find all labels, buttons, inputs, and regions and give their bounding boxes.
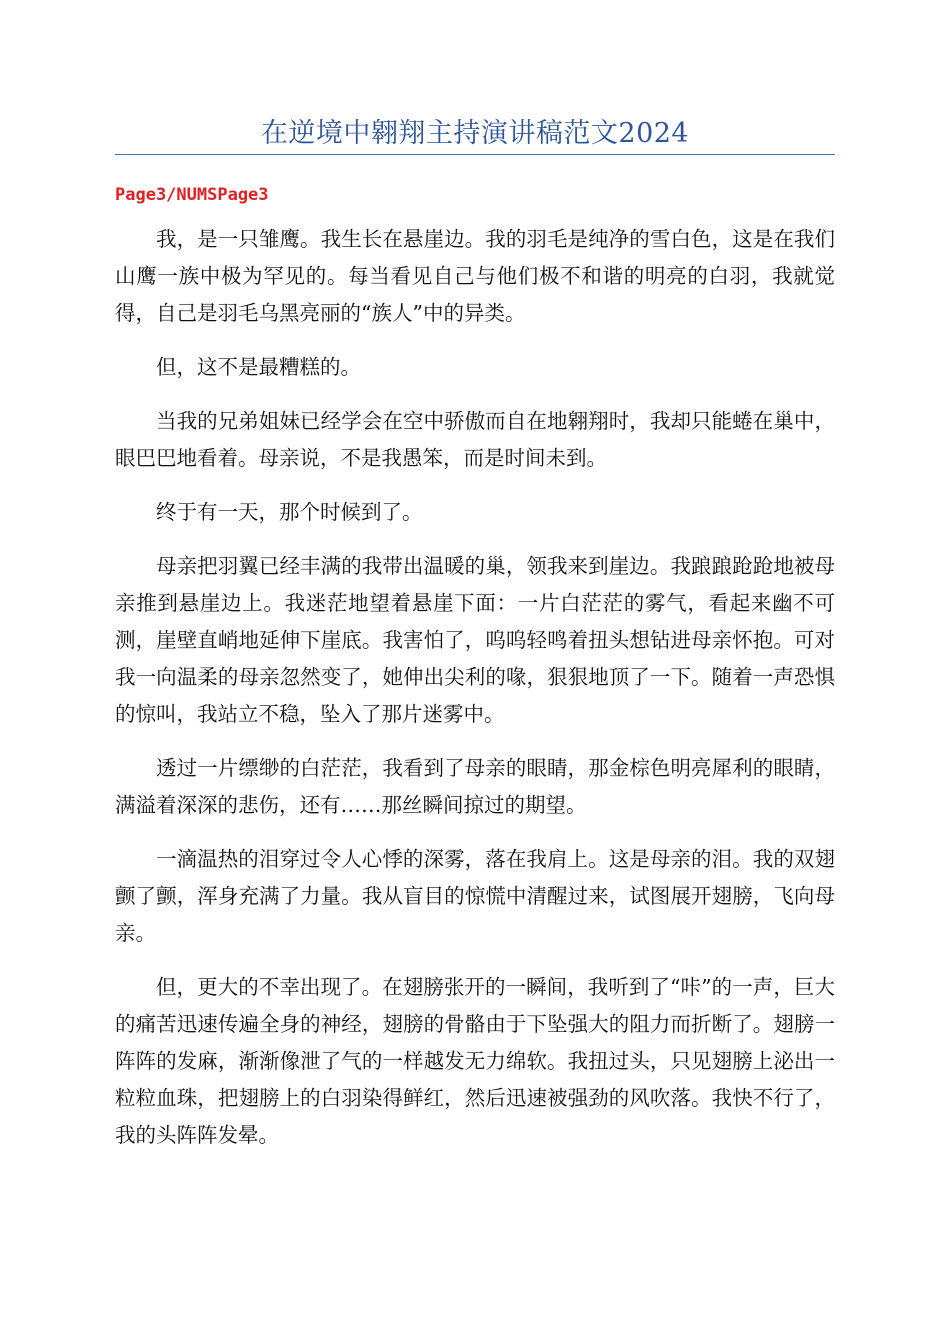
paragraph: 但，这不是最糟糕的。: [156, 355, 361, 379]
paragraph: 当我的兄弟姐妹已经学会在空中骄傲而自在地翱翔时，我却只能蜷在巢中，眼巴巴地看着。母亲说，不是我愚笨，而是时间未到。: [115, 409, 835, 470]
title-underline-divider: [115, 154, 835, 155]
paragraph: 我，是一只雏鹰。我生长在悬崖边。我的羽毛是纯净的雪白色，这是在我们山鹰一族中极为罕见的。每当看见自己与他们极不和谐的明亮的白羽，我就觉得，自己是羽毛乌黑亮丽的“族人”中的异类。: [115, 227, 835, 325]
paragraph: 透过一片缥缈的白茫茫，我看到了母亲的眼睛，那金棕色明亮犀利的眼睛，满溢着深深的悲伤，还有……那丝瞬间掠过的期望。: [115, 756, 835, 817]
paragraph: 终于有一天，那个时候到了。: [156, 500, 423, 524]
paragraph: 一滴温热的泪穿过令人心悸的深雾，落在我肩上。这是母亲的泪。我的双翅颤了颤，浑身充满了力量。我从盲目的惊慌中清醒过来，试图展开翅膀，飞向母亲。: [115, 847, 835, 945]
paragraph: 母亲把羽翼已经丰满的我带出温暖的巢，领我来到崖边。我踉踉跄跄地被母亲推到悬崖边上。我迷茫地望着悬崖下面：一片白茫茫的雾气，看起来幽不可测，崖壁直峭地延伸下崖底。我害怕了，呜呜轻鸣着扭头想钻进母亲怀抱。可对我一向温柔的母亲忽然变了，她伸出尖利的喙，狠狠地顶了一下。随着一声恐惧的惊叫，我站立不稳，坠入了那片迷雾中。: [115, 554, 835, 726]
paragraph: 但，更大的不幸出现了。在翅膀张开的一瞬间，我听到了“咔”的一声，巨大的痛苦迅速传遍全身的神经，翅膀的骨骼由于下坠强大的阻力而折断了。翅膀一阵阵的发麻，渐渐像泄了气的一样越发无力绵软。我扭过头，只见翅膀上泌出一粒粒血珠，把翅膀上的白羽染得鲜红，然后迅速被强劲的风吹落。我快不行了，我的头阵阵发晕。: [115, 975, 835, 1147]
document-body: [115, 221, 835, 1171]
page-marker: Page3/NUMSPage3: [115, 185, 269, 205]
document-title: 在逆境中翱翔主持演讲稿范文2024: [260, 118, 690, 149]
